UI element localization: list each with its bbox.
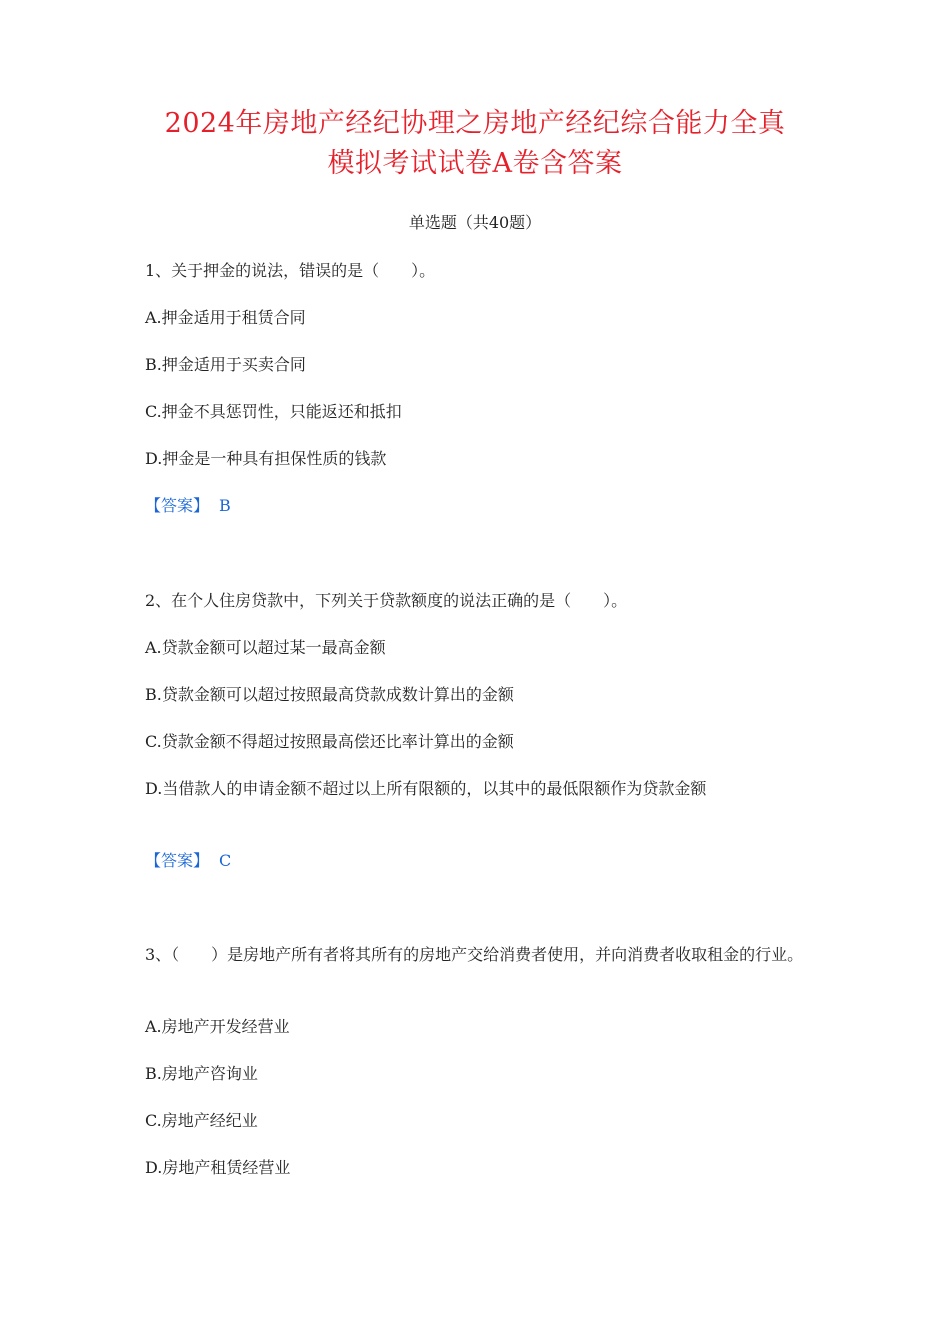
title-line-1: 2024年房地产经纪协理之房地产经纪综合能力全真 <box>164 108 786 139</box>
answer-label: 【答案】 <box>145 496 210 515</box>
question-1-option-a: A.押金适用于租赁合同 <box>145 308 306 327</box>
question-1-stem: 1、关于押金的说法，错误的是（ ）。 <box>145 261 436 280</box>
document-title <box>100 104 850 184</box>
question-2-option-b: B.贷款金额可以超过按照最高贷款成数计算出的金额 <box>145 685 514 704</box>
question-2-option-a: A.贷款金额可以超过某一最高金额 <box>145 638 386 657</box>
question-2-stem: 2、在个人住房贷款中，下列关于贷款额度的说法正确的是（ ）。 <box>145 591 628 610</box>
question-1-option-b: B.押金适用于买卖合同 <box>145 355 306 374</box>
question-2-option-c: C.贷款金额不得超过按照最高偿还比率计算出的金额 <box>145 732 514 751</box>
answer-value: B <box>219 496 231 515</box>
question-2-option-d: D.当借款人的申请金额不超过以上所有限额的，以其中的最低限额作为贷款金额 <box>145 779 707 798</box>
question-1-option-c: C.押金不具惩罚性，只能返还和抵扣 <box>145 402 402 421</box>
question-1-option-d: D.押金是一种具有担保性质的钱款 <box>145 449 387 468</box>
question-3-option-d: D.房地产租赁经营业 <box>145 1158 291 1177</box>
question-3-stem: 3、（ ）是房地产所有者将其所有的房地产交给消费者使用，并向消费者收取租金的行业。 <box>145 945 804 964</box>
question-1-answer <box>145 494 817 518</box>
question-3-option-a: A.房地产开发经营业 <box>145 1017 290 1036</box>
question-2-answer <box>145 849 817 873</box>
section-heading: 单选题（共40题） <box>408 213 542 232</box>
question-3-option-b: B.房地产咨询业 <box>145 1064 258 1083</box>
answer-value: C <box>219 851 232 870</box>
answer-label: 【答案】 <box>145 851 210 870</box>
title-line-2: 模拟考试试卷A卷含答案 <box>327 148 623 179</box>
question-3-option-c: C.房地产经纪业 <box>145 1111 258 1130</box>
